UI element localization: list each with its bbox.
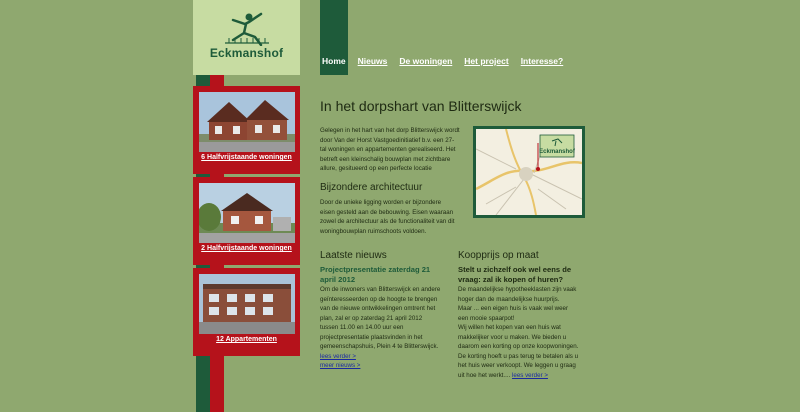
jumping-figure-icon (219, 10, 274, 46)
sidebar-card-halfvrijstaande-2[interactable] (193, 177, 300, 265)
sidebar-card-caption[interactable]: 2 Halfvrijstaande woningen (201, 245, 292, 252)
logo-text: Eckmanshof (209, 46, 284, 60)
nav-de-woningen[interactable]: De woningen (399, 56, 453, 66)
main-navigation (322, 56, 563, 66)
more-news-link[interactable]: meer nieuws > (320, 362, 361, 369)
news-headline[interactable]: Projectpresentatie zaterdag 21 april 2012 (320, 265, 431, 284)
sidebar-card-halfvrijstaande-6[interactable] (193, 86, 300, 174)
purchase-heading: Koopprijs op maat (458, 250, 539, 261)
nav-interesse[interactable]: Interesse? (520, 56, 564, 66)
house-photo (199, 183, 295, 243)
map-image (476, 129, 582, 215)
page-title: In het dorpshart van Blitterswijck (320, 98, 522, 114)
purchase-question: Stelt u zichzelf ook wel eens de vraag: zal ik kopen of huren? (458, 265, 572, 284)
site-logo[interactable] (193, 0, 300, 75)
apartment-photo (199, 274, 295, 334)
intro-paragraph: Gelegen in het hart van het dorp Blitterswijck wordt door Van der Horst Vastgoedinitiatief b.v. een 27- tal woningen en appartementen gerealiseerd. Het betreft een kleinschalig bouwplan met zichtbare allure, gesitueerd op een perfecte locatie (320, 127, 460, 172)
location-map[interactable] (473, 126, 585, 218)
map-logo-text: Eckmanshof (539, 149, 575, 155)
sidebar-card-caption[interactable]: 6 Halfvrijstaande woningen (201, 154, 292, 161)
nav-nieuws[interactable]: Nieuws (357, 56, 388, 66)
sidebar-card-caption[interactable]: 12 Appartementen (216, 336, 277, 343)
news-body: Om de inwoners van Blitterswijck en andere geïnteresseerden op de hoogte te brengen van de nieuwe ontwikkelingen omtrent het plan, zal er op zaterdag 21 april 2012 tussen 11.00 en 14.00 uur een projectpresentatie plaatsvinden in het gemeenschapshuis, Plein 4 te Blitterswijck. lees verder > meer nieuws > (320, 286, 441, 369)
architecture-heading: Bijzondere architectuur (320, 182, 423, 193)
nav-home[interactable]: Home (322, 56, 346, 66)
news-read-more-link[interactable]: lees verder > (320, 352, 356, 360)
sidebar-card-appartementen[interactable] (193, 268, 300, 356)
purchase-body: De maandelijkse hypotheeklasten zijn vaak hoger dan de maandelijkse huurprijs. Maar ... een eigen huis is vaak wel weer een mooie spaarpot! Wij willen het kopen van een huis wat makkelijker voor u maken. We bieden u daarom een korting op onze koopwoningen. De korting hoeft u pas terug te betalen als u het huis weer verkoopt. We leggen u graag uit hoe het werkt.... lees verder > (458, 286, 579, 379)
purchase-read-more-link[interactable]: lees verder > (512, 371, 548, 379)
architecture-paragraph: Door de unieke ligging worden er bijzondere eisen gesteld aan de bebouwing. Eisen waaraan zowel de architectuur als de functionaliteit van dit woningbouwplan ruimschoots voldoen. (320, 199, 455, 235)
nav-het-project[interactable]: Het project (464, 56, 509, 66)
news-heading: Laatste nieuws (320, 250, 387, 261)
house-photo (199, 92, 295, 152)
